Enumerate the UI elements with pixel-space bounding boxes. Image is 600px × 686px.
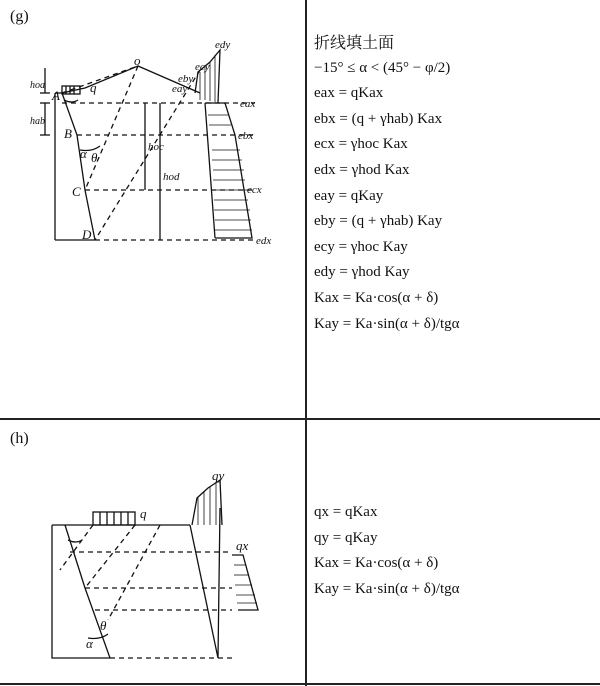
point-b-label: B (64, 126, 72, 141)
qy-label: qy (212, 470, 225, 483)
formula-line: qy = qKay (314, 529, 378, 546)
panel-h-diagram (0, 470, 300, 670)
point-a-label: A (52, 88, 60, 103)
formula-line: edy = γhod Kay (314, 264, 410, 281)
formula-line: eby = (q + γhab) Kay (314, 213, 443, 230)
edy-label: edy (215, 39, 231, 51)
formula-line: eax = qKax (314, 85, 384, 102)
formula-line: Kay = Ka·sin(α + δ)/tgα (314, 315, 460, 332)
formula-line: edx = γhod Kax (314, 161, 410, 178)
formula-line: ebx = (q + γhab) Kax (314, 110, 443, 127)
formula-line: eay = qKay (314, 187, 384, 204)
formula-line: qx = qKax (314, 504, 378, 520)
q-label: q (90, 80, 97, 95)
q-label: q (140, 506, 147, 521)
theta-label: θ (91, 150, 98, 165)
eax-label: eax (240, 98, 256, 110)
point-c-label: C (72, 184, 81, 199)
panel-g-formulas (314, 30, 460, 337)
point-d-label: D (82, 227, 92, 242)
row-divider (0, 418, 600, 420)
formula-line: ecx = γhoc Kax (314, 136, 408, 153)
bottom-border (0, 683, 600, 685)
hoc-label: hoc (148, 141, 164, 153)
eay-label: eay (172, 83, 188, 95)
theta-label: θ (100, 618, 107, 633)
hab-label: hab (30, 116, 45, 127)
panel-h-formulas (314, 500, 460, 602)
panel-g-diagram (0, 0, 300, 260)
hod-label: hod (163, 171, 180, 183)
formula-line: ecy = γhoc Kay (314, 238, 408, 255)
formula-line: Kay = Ka·sin(α + δ)/tgα (314, 580, 460, 597)
alpha-label: α (80, 146, 87, 161)
column-divider (305, 0, 307, 686)
alpha-label: α (86, 636, 93, 651)
formula-line: Kax = Ka·cos(α + δ) (314, 555, 439, 572)
panel-h-label: (h) (10, 430, 29, 447)
ecy-label: ecy (195, 61, 210, 73)
formula-line: Kax = Ka·cos(α + δ) (314, 289, 439, 306)
formula-line: −15° ≤ α < (45° − φ/2) (314, 59, 451, 76)
point-o-label: o (134, 53, 141, 68)
edx-label: edx (256, 235, 272, 247)
ebx-label: ebx (238, 130, 254, 142)
hoa-label: hoa (30, 80, 45, 91)
panel-g-label: (g) (10, 8, 29, 25)
qx-label: qx (236, 538, 249, 553)
ecx-label: ecx (247, 184, 262, 196)
panel-g-heading: 折线填土面 (314, 33, 395, 52)
eby-label: eby (178, 73, 194, 85)
